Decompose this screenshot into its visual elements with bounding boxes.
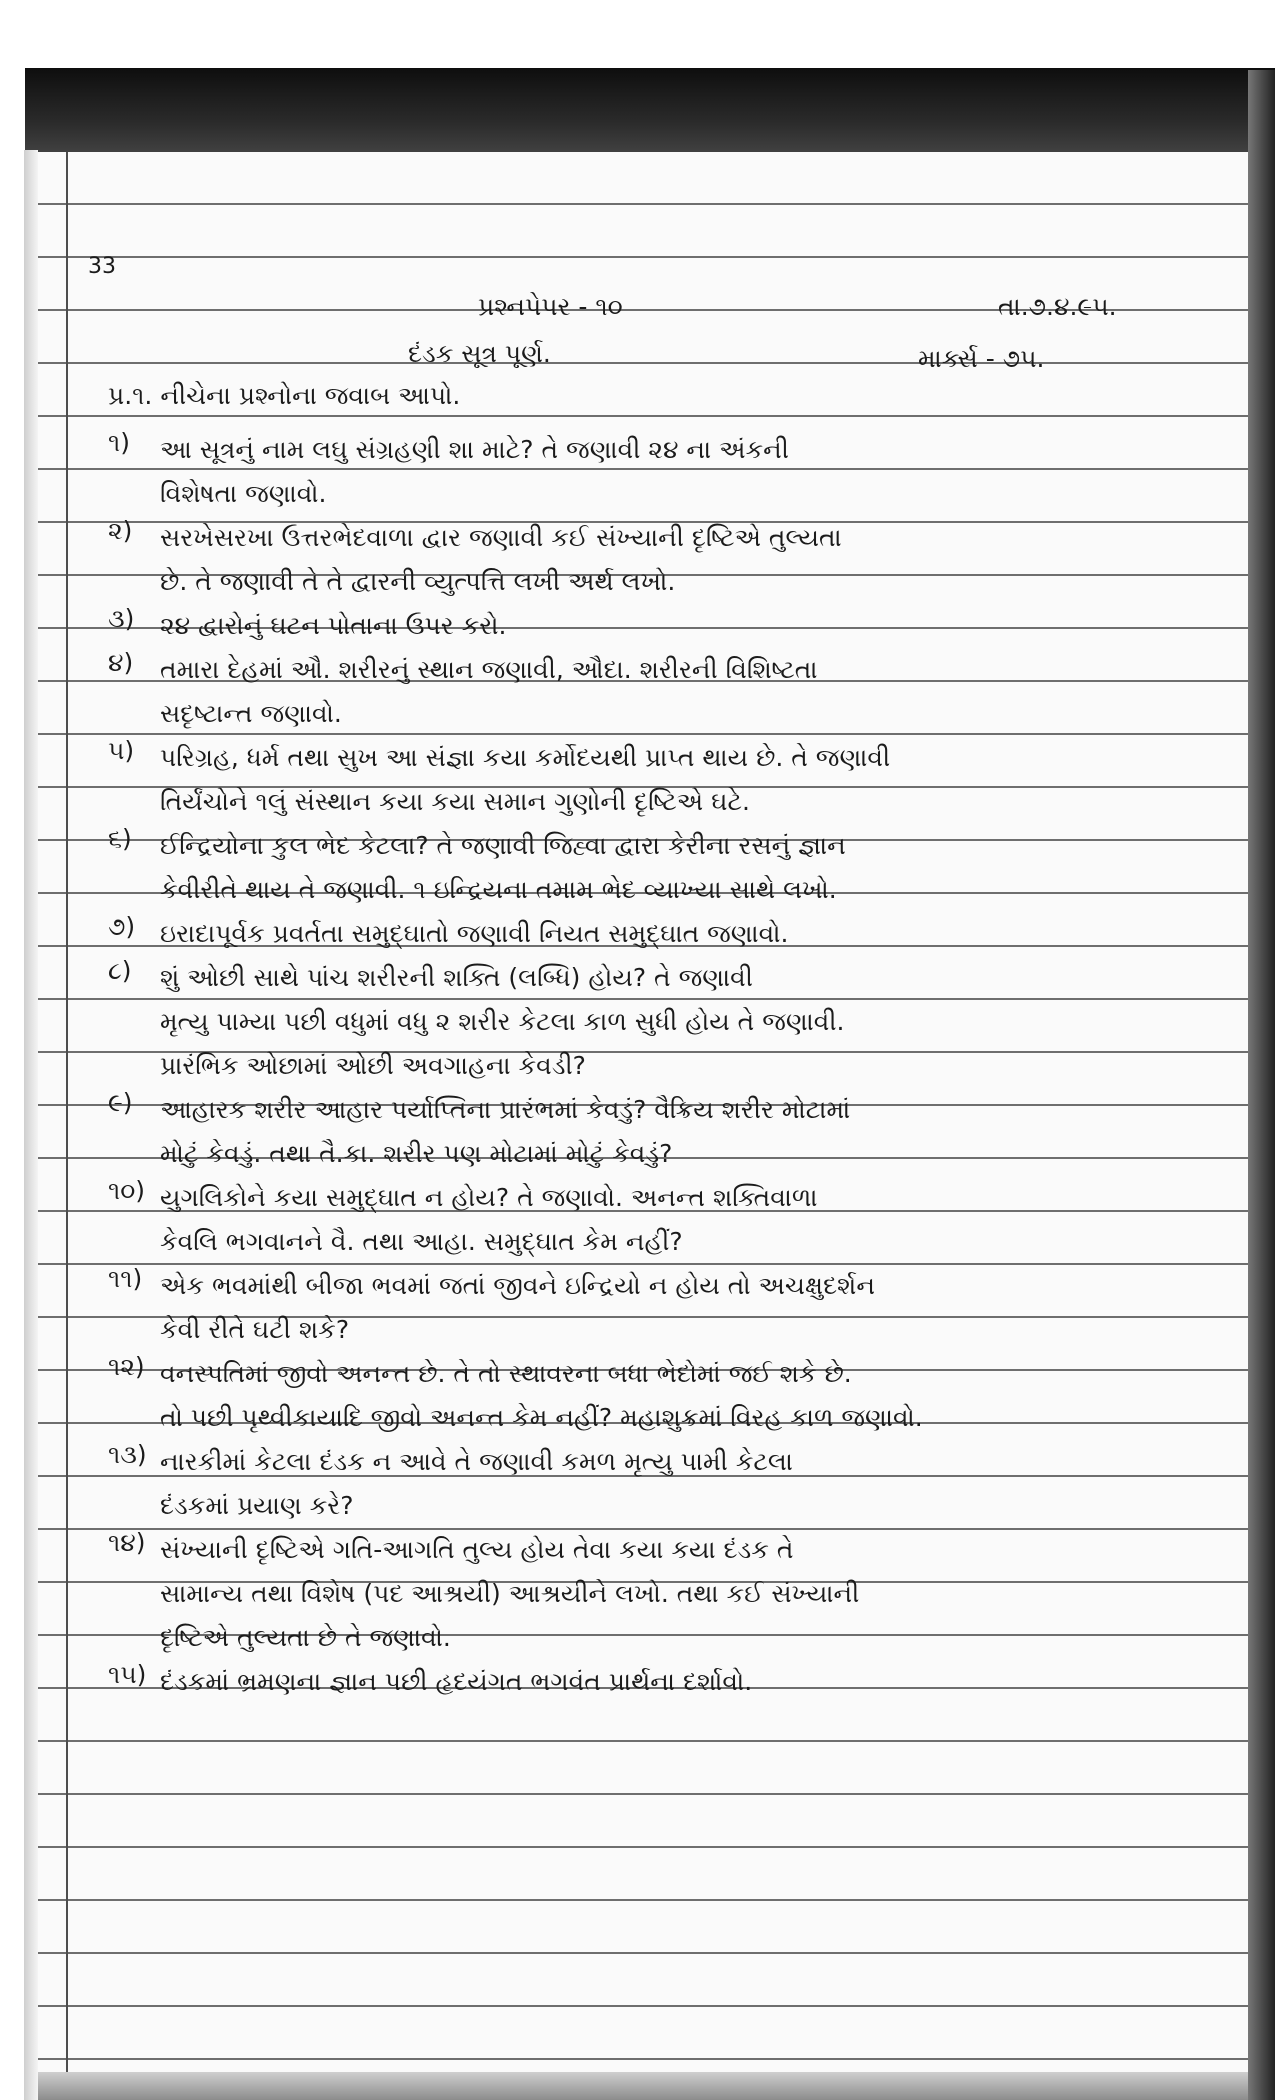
scan-left-edge	[24, 150, 38, 2100]
margin-line	[66, 152, 68, 2100]
question-text: ઈન્દ્રિયોના કુલ ભેદ કેટલા? તે જણાવી જિહ્વા દ્વારા કેરીના રસનું જ્ઞાન કેવીરીતે થાય તે જણાવી. ૧ ઇન્દ્રિયના તમામ ભેદ વ્યાખ્યા સાથે લખો.	[160, 831, 846, 904]
sheet-bottom-shadow	[38, 2072, 1248, 2100]
scan-right-shadow	[1248, 70, 1275, 2100]
question-text: પરિગ્રહ, ધર્મ તથા સુખ આ સંજ્ઞા કયા કર્મોદયથી પ્રાપ્ત થાય છે. તે જણાવી તિર્યંચોને ૧લું સંસ્થાન કયા કયા સમાન ગુણોની દૃષ્ટિએ ઘટે.	[160, 743, 891, 816]
question-text: ૨૪ દ્વારોનું ઘટન પોતાના ઉપર કરો.	[160, 611, 507, 640]
question-number: ૧૩)	[108, 1440, 147, 1469]
question-text: ઇરાદાપૂર્વક પ્રવર્તતા સમુદ્ઘાતો જણાવી નિયત સમુદ્ઘાત જણાવો.	[160, 919, 789, 948]
question-text: સંખ્યાની દૃષ્ટિએ ગતિ-આગતિ તુલ્ય હોય તેવા કયા કયા દંડક તે સામાન્ય તથા વિશેષ (પદ આશ્રયી) આશ્રયીને લખો. તથા કઈ સંખ્યાની દૃષ્ટિએ તુલ્યતા છે તે જણાવો.	[160, 1535, 860, 1652]
question-text: આ સૂત્રનું નામ લઘુ સંગ્રહણી શા માટે? તે જણાવી ૨૪ ના અંકની વિશેષતા જણાવો.	[160, 435, 789, 508]
paper-date: તા.૭.૪.૯૫.	[998, 292, 1117, 321]
page-number: 33	[88, 254, 116, 279]
question-text: વનસ્પતિમાં જીવો અનન્ત છે. તે તો સ્થાવરના બધા ભેદોમાં જઈ શકે છે. તો પછી પૃથ્વીકાયાદિ જીવો અનન્ત કેમ નહીં? મહાશુક્રમાં વિરહ કાળ જણાવો.	[160, 1359, 923, 1432]
paper-subject: દંડક સૂત્ર પૂર્ણ.	[408, 339, 551, 368]
paper-title: પ્રશ્નપેપર - ૧૦	[478, 292, 623, 321]
question-number: ૧૧)	[108, 1264, 143, 1293]
scan-top-shadow	[25, 68, 1275, 165]
question-number: ૧૦)	[108, 1176, 146, 1205]
question-number: ૬)	[108, 824, 132, 853]
instructions: પ્ર.૧. નીચેના પ્રશ્નોના જવાબ આપો.	[108, 381, 461, 410]
question-number: ૭)	[108, 912, 136, 941]
question-number: ૧૫)	[108, 1660, 147, 1689]
question-number: ૨)	[108, 516, 133, 545]
question-number: ૫)	[108, 736, 135, 765]
question-text: તમારા દેહમાં ઔ. શરીરનું સ્થાન જણાવી, ઔદા. શરીરની વિશિષ્ટતા સદૃષ્ટાન્ત જણાવો.	[160, 655, 818, 728]
question-text: નારકીમાં કેટલા દંડક ન આવે તે જણાવી કમળ મૃત્યુ પામી કેટલા દંડકમાં પ્રયાણ કરે?	[160, 1447, 793, 1520]
question-text: સરખેસરખા ઉત્તરભેદવાળા દ્વાર જણાવી કઈ સંખ્યાની દૃષ્ટિએ તુલ્યતા છે. તે જણાવી તે તે દ્વારની વ્યુત્પત્તિ લખી અર્થ લખો.	[160, 523, 842, 596]
question-number: ૪)	[108, 648, 134, 677]
question-text: યુગલિકોને કયા સમુદ્ઘાત ન હોય? તે જણાવો. અનન્ત શક્તિવાળા કેવલિ ભગવાનને વૈ. તથા આહા. સમુદ્ઘાત કેમ નહીં?	[160, 1183, 818, 1256]
question-text: દંડકમાં ભ્રમણના જ્ઞાન પછી હૃદયંગત ભગવંત પ્રાર્થના દર્શાવો.	[160, 1667, 753, 1696]
question-number: ૮)	[108, 956, 132, 985]
ruled-paper-sheet	[38, 152, 1248, 2100]
question-number: ૯)	[108, 1088, 133, 1117]
paper-marks: માર્ક્સ - ૭૫.	[918, 344, 1045, 373]
question-number: ૩)	[108, 604, 135, 633]
question-text: એક ભવમાંથી બીજા ભવમાં જતાં જીવને ઇન્દ્રિયો ન હોય તો અચક્ષુદર્શન કેવી રીતે ઘટી શકે?	[160, 1271, 875, 1344]
question-number: ૧૨)	[108, 1352, 145, 1381]
question-number: ૧)	[108, 428, 131, 457]
question-number: ૧૪)	[108, 1528, 146, 1557]
question-text: શું ઓછી સાથે પાંચ શરીરની શક્તિ (લબ્ધિ) હોય? તે જણાવી મૃત્યુ પામ્યા પછી વધુમાં વધુ ૨ શરીર કેટલા કાળ સુધી હોય તે જણાવી. પ્રારંભિક ઓછામાં ઓછી અવગાહના કેવડી?	[160, 963, 845, 1080]
question-text: આહારક શરીર આહાર પર્યાપ્તિના પ્રારંભમાં કેવડું? વૈક્રિય શરીર મોટામાં મોટું કેવડું. તથા તૈ.કા. શરીર પણ મોટામાં મોટું કેવડું?	[160, 1095, 851, 1168]
